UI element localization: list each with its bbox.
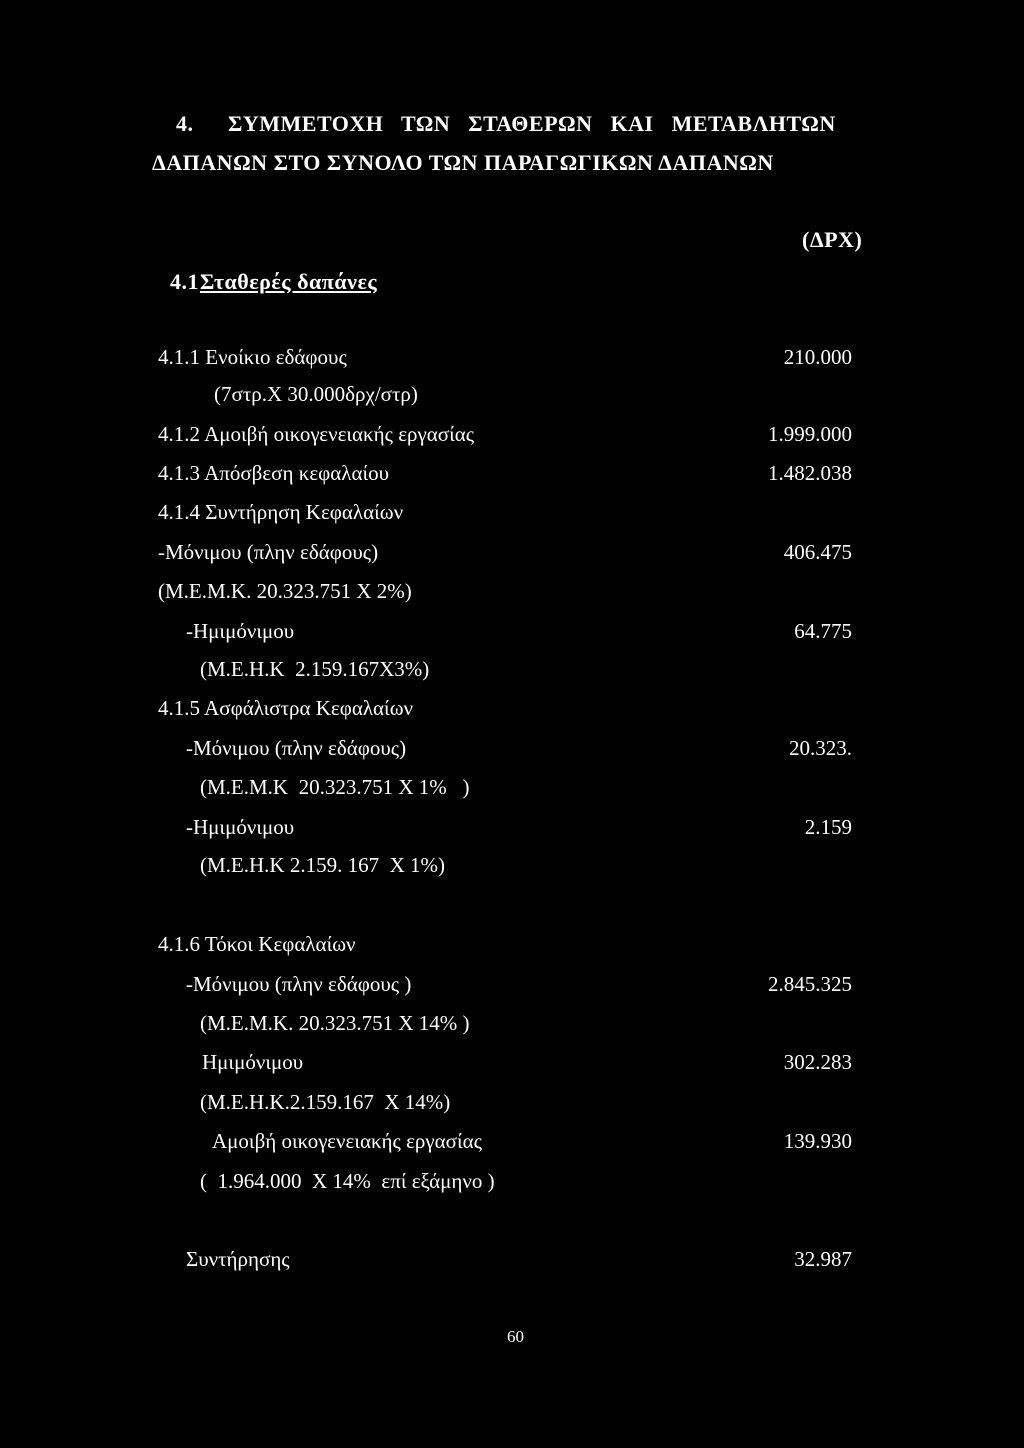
maintenance-semi-label: -Ημιμόνιμου bbox=[186, 619, 295, 643]
heading-number: 4. bbox=[176, 111, 194, 136]
maintenance-total-label: Συντήρησης bbox=[186, 1247, 290, 1271]
insurance-permanent-detail: (Μ.Ε.Μ.Κ 20.323.751 Χ 1% ) bbox=[200, 775, 470, 799]
depreciation-label: 4.1.3 Απόσβεση κεφαλαίου bbox=[158, 461, 389, 485]
maintenance-semi-detail: (Μ.Ε.Η.Κ 2.159.167Χ3%) bbox=[200, 657, 430, 681]
interest-semi-value: 302.283 bbox=[783, 1050, 852, 1074]
interest-family-labor-label: Αμοιβή οικογενειακής εργασίας bbox=[212, 1129, 482, 1153]
depreciation-value: 1.482.038 bbox=[768, 461, 852, 485]
interest-semi-label: Ημιμόνιμου bbox=[202, 1050, 304, 1074]
interest-permanent-detail: (Μ.Ε.Μ.Κ. 20.323.751 Χ 14% ) bbox=[200, 1011, 470, 1035]
unit-label: (ΔΡΧ) bbox=[802, 227, 863, 252]
section-title: Σταθερές δαπάνες bbox=[200, 269, 378, 294]
maintenance-permanent-value: 406.475 bbox=[783, 540, 852, 564]
insurance-semi-label: -Ημιμόνιμου bbox=[186, 815, 295, 839]
section-number: 4.1 bbox=[170, 269, 199, 294]
maintenance-permanent-label: -Μόνιμου (πλην εδάφους) bbox=[158, 540, 379, 564]
rent-label: 4.1.1 Ενοίκιο εδάφους bbox=[158, 345, 347, 369]
interest-permanent-label: -Μόνιμου (πλην εδάφους ) bbox=[186, 972, 412, 996]
insurance-permanent-value: 20.323. bbox=[789, 736, 852, 760]
interest-label: 4.1.6 Τόκοι Κεφαλαίων bbox=[158, 932, 356, 956]
maintenance-total-value: 32.987 bbox=[794, 1247, 852, 1271]
maintenance-permanent-detail: (Μ.Ε.Μ.Κ. 20.323.751 Χ 2%) bbox=[158, 579, 412, 603]
insurance-permanent-label: -Μόνιμου (πλην εδάφους) bbox=[186, 736, 407, 760]
page-number: 60 bbox=[507, 1327, 524, 1346]
rent-detail: (7στρ.Χ 30.000δρχ/στρ) bbox=[214, 382, 418, 406]
family-labor-label: 4.1.2 Αμοιβή οικογενειακής εργασίας bbox=[158, 422, 475, 446]
interest-permanent-value: 2.845.325 bbox=[768, 972, 852, 996]
interest-family-labor-detail: ( 1.964.000 Χ 14% επί εξάμηνο ) bbox=[200, 1169, 495, 1193]
insurance-semi-detail: (Μ.Ε.Η.Κ 2.159. 167 Χ 1%) bbox=[200, 853, 445, 877]
maintenance-capital-label: 4.1.4 Συντήρηση Κεφαλαίων bbox=[158, 500, 404, 524]
insurance-label: 4.1.5 Ασφάλιστρα Κεφαλαίων bbox=[158, 696, 414, 720]
maintenance-semi-value: 64.775 bbox=[794, 619, 852, 643]
rent-value: 210.000 bbox=[783, 345, 852, 369]
interest-semi-detail: (Μ.Ε.Η.Κ.2.159.167 Χ 14%) bbox=[200, 1090, 451, 1114]
interest-family-labor-value: 139.930 bbox=[783, 1129, 852, 1153]
family-labor-value: 1.999.000 bbox=[768, 422, 852, 446]
insurance-semi-value: 2.159 bbox=[804, 815, 852, 839]
heading-line-1: ΣΥΜΜΕΤΟΧΗ ΤΩΝ ΣΤΑΘΕΡΩΝ ΚΑΙ ΜΕΤΑΒΛΗΤΩΝ bbox=[228, 111, 836, 136]
heading-line-2: ΔΑΠΑΝΩΝ ΣΤΟ ΣΥΝΟΛΟ ΤΩΝ ΠΑΡΑΓΩΓΙΚΩΝ ΔΑΠΑΝΩΝ bbox=[152, 150, 774, 175]
